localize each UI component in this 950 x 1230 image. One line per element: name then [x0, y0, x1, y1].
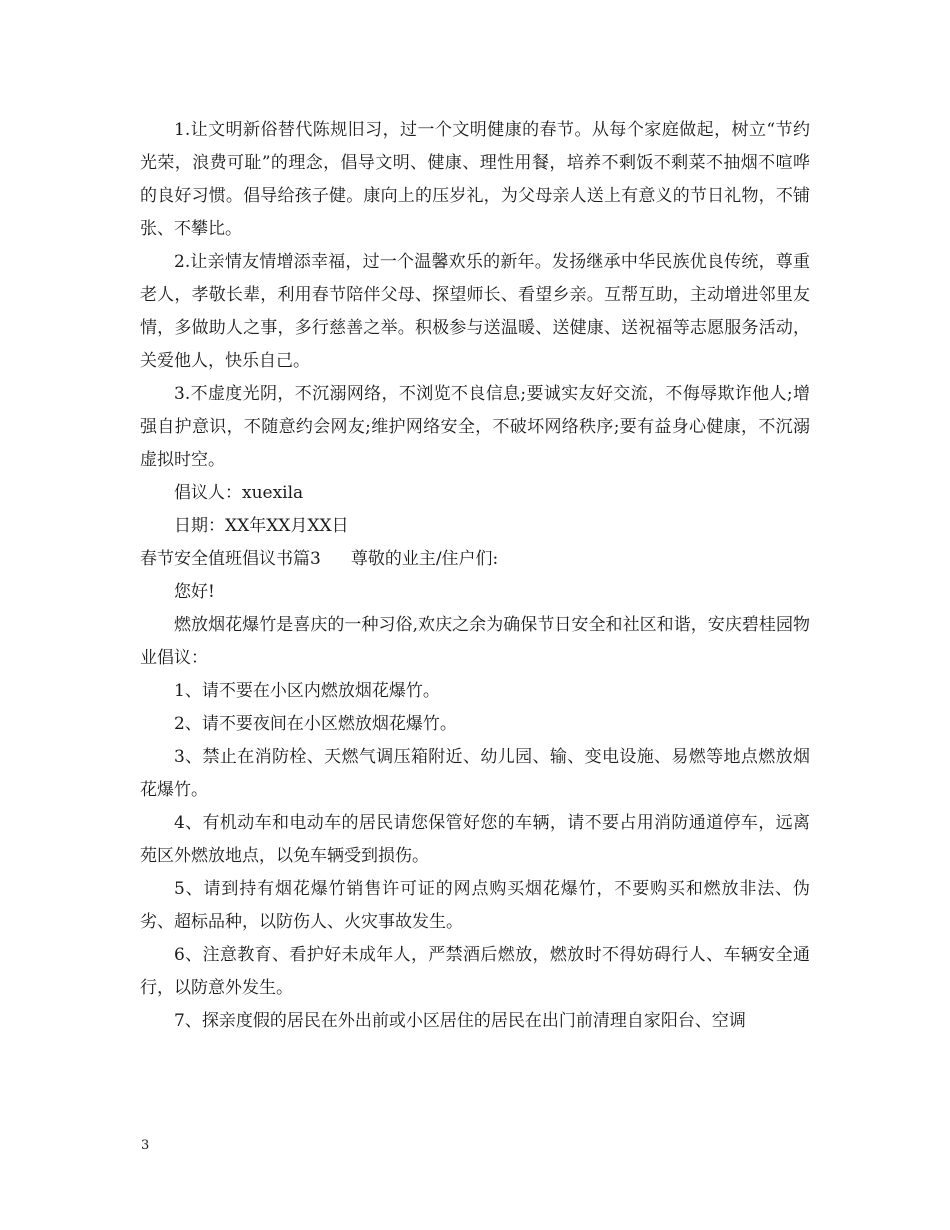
- section-title: 春节安全值班倡议书篇3: [140, 549, 321, 569]
- intro-paragraph: 燃放烟花爆竹是喜庆的一种习俗,欢庆之余为确保节日安全和社区和谐，安庆碧桂园物业倡议：: [140, 615, 810, 668]
- greeting: 您好!: [174, 582, 215, 602]
- section-heading-line: [140, 543, 810, 576]
- page-number: 3: [141, 1138, 150, 1153]
- salutation: 尊敬的业主/住户们:: [350, 549, 499, 569]
- list-item: 7、探亲度假的居民在外出前或小区居住的居民在出门前清理自家阳台、空调: [174, 1011, 746, 1031]
- list-item: 1、请不要在小区内燃放烟花爆竹。: [174, 681, 440, 701]
- list-item: 3、禁止在消防栓、天燃气调压箱附近、幼儿园、输、变电设施、易燃等地点燃放烟花爆竹。: [140, 747, 810, 800]
- list-item: 4、有机动车和电动车的居民请您保管好您的车辆，请不要占用消防通道停车，远离苑区外燃放地点，以免车辆受到损伤。: [140, 813, 810, 866]
- paragraph-1: 1.让文明新俗替代陈规旧习，过一个文明健康的春节。从每个家庭做起，树立“节约光荣，浪费可耻”的理念，倡导文明、健康、理性用餐，培养不剩饭不剩菜不抽烟不喧哗的良好习惯。倡导给孩子健。康向上的压岁礼，为父母亲人送上有意义的节日礼物，不铺张、不攀比。: [140, 120, 810, 239]
- document-body: [140, 114, 810, 1038]
- paragraph-2: 2.让亲情友情增添幸福，过一个温馨欢乐的新年。发扬继承中华民族优良传统，尊重老人，孝敬长辈，利用春节陪伴父母、探望师长、看望乡亲。互帮互助，主动增进邻里友情，多做助人之事，多行慈善之举。积极参与送温暖、送健康、送祝福等志愿服务活动，关爱他人，快乐自己。: [140, 252, 810, 371]
- date-line: 日期：XX年XX月XX日: [174, 516, 349, 536]
- list-item: 5、请到持有烟花爆竹销售许可证的网点购买烟花爆竹，不要购买和燃放非法、伪劣、超标品种，以防伤人、火灾事故发生。: [140, 879, 810, 932]
- list-item: 2、请不要夜间在小区燃放烟花爆竹。: [174, 714, 457, 734]
- paragraph-3: 3.不虚度光阴，不沉溺网络，不浏览不良信息;要诚实友好交流，不侮辱欺诈他人;增强自护意识，不随意约会网友;维护网络安全，不破坏网络秩序;要有益身心健康，不沉溺虚拟时空。: [140, 384, 810, 470]
- list-item: 6、注意教育、看护好未成年人，严禁酒后燃放，燃放时不得妨碍行人、车辆安全通行，以防意外发生。: [140, 945, 810, 998]
- proposer-line: 倡议人：xuexila: [174, 483, 304, 503]
